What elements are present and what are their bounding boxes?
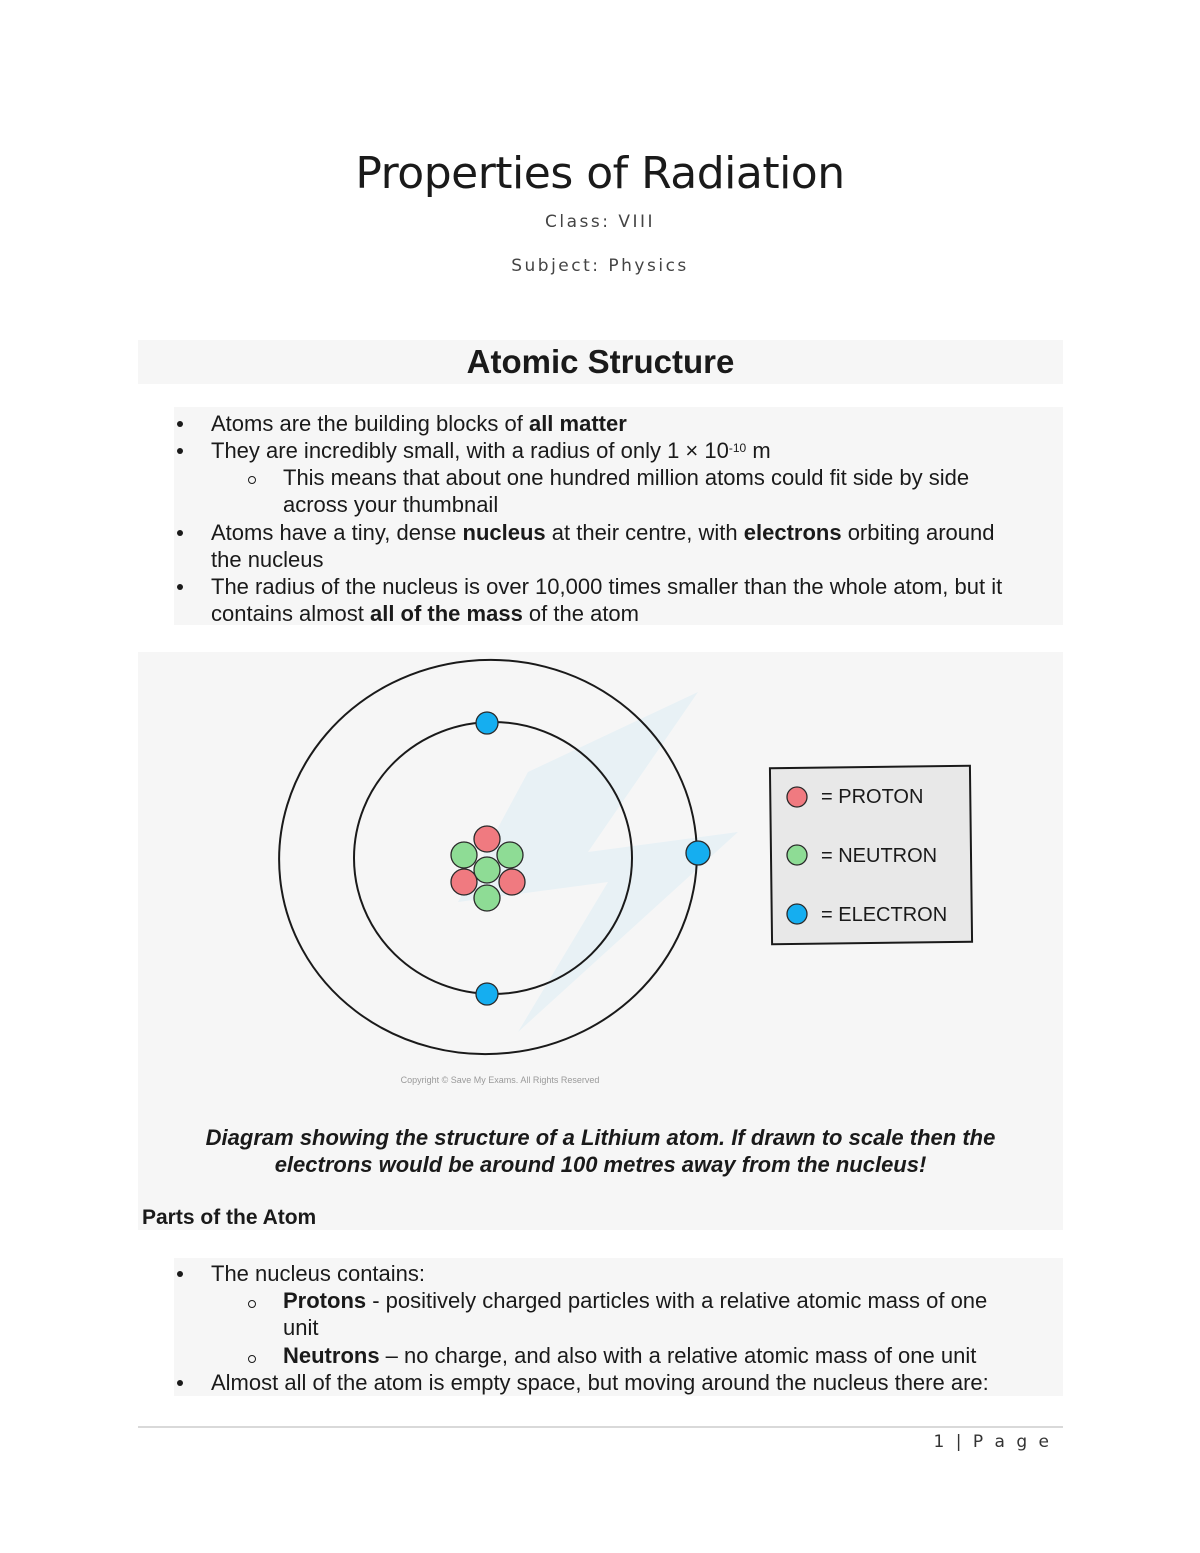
- sub-bullet-circle: [248, 1355, 256, 1363]
- bullet-nucleus-radius-line1: The radius of the nucleus is over 10,000 times smaller than the whole atom, but it: [211, 574, 1003, 599]
- bullet-nucleus-electrons-line2: the nucleus: [211, 547, 324, 572]
- neutron-particle: [474, 885, 500, 911]
- diagram-caption-line2: electrons would be around 100 metres away from the nucleus!: [274, 1152, 927, 1177]
- copyright-text: Copyright © Save My Exams. All Rights Reserved: [400, 1075, 600, 1085]
- electron-particle: [476, 983, 498, 1005]
- proton-particle: [499, 869, 525, 895]
- lithium-atom-diagram: [138, 652, 1063, 1100]
- proton-particle: [451, 869, 477, 895]
- bullet-empty-space: Almost all of the atom is empty space, but moving around the nucleus there are:: [211, 1370, 989, 1395]
- page-separator: |: [955, 1432, 965, 1452]
- sub-bullet-hundred-million-line1: This means that about one hundred million atoms could fit side by side: [283, 465, 970, 490]
- subject-line: Subject: Physics: [511, 256, 689, 276]
- legend-proton-label: = PROTON: [821, 786, 924, 808]
- legend-electron-swatch: [787, 904, 807, 924]
- bullet-nucleus-radius-line2: contains almost all of the mass of the atom: [211, 601, 639, 626]
- bullet-dot: [177, 1271, 183, 1277]
- sub-bullet-neutrons: Neutrons – no charge, and also with a relative atomic mass of one unit: [283, 1343, 977, 1368]
- bullet-dot: [177, 421, 183, 427]
- bullet-atom-radius: They are incredibly small, with a radius of only $1 \times 10^{-10}$ m: [211, 438, 771, 463]
- electron-particle: [476, 712, 498, 734]
- footer-divider: [138, 1426, 1063, 1428]
- bullet-dot: [177, 584, 183, 590]
- page-footer: [933, 1432, 1052, 1452]
- bullet-nucleus-contains: The nucleus contains:: [211, 1261, 426, 1286]
- parts-heading: Parts of the Atom: [142, 1206, 317, 1229]
- proton-particle: [474, 826, 500, 852]
- neutron-particle: [451, 842, 477, 868]
- bullet-dot: [177, 530, 183, 536]
- sub-bullet-hundred-million-line2: across your thumbnail: [283, 492, 499, 517]
- section-heading: Atomic Structure: [138, 340, 1063, 384]
- diagram-caption-line1: Diagram showing the structure of a Lithium atom. If drawn to scale then the: [205, 1125, 996, 1150]
- page-label: P a g e: [972, 1432, 1052, 1452]
- legend-box: [770, 766, 972, 944]
- legend-electron-label: = ELECTRON: [821, 904, 948, 926]
- electron-particle: [686, 841, 710, 865]
- bullet-dot: [177, 1380, 183, 1386]
- sub-bullet-circle: [248, 476, 256, 484]
- sub-bullet-protons-line2: unit: [283, 1315, 319, 1340]
- document-title: Properties of Radiation: [355, 148, 845, 199]
- class-line: Class: VIII: [544, 212, 656, 232]
- page-number: 1: [933, 1432, 948, 1452]
- sub-bullet-protons: Protons - positively charged particles with a relative atomic mass of one: [283, 1288, 988, 1313]
- legend-neutron-swatch: [787, 845, 807, 865]
- neutron-particle: [474, 857, 500, 883]
- legend-proton-swatch: [787, 787, 807, 807]
- bullet-atoms-building-blocks: Atoms are the building blocks of all matter: [211, 411, 627, 436]
- neutron-particle: [497, 842, 523, 868]
- sub-bullet-circle: [248, 1300, 256, 1308]
- bullet-dot: [177, 448, 183, 454]
- bullet-nucleus-electrons: Atoms have a tiny, dense nucleus at their centre, with electrons orbiting around: [211, 520, 995, 545]
- legend-neutron-label: = NEUTRON: [821, 845, 938, 867]
